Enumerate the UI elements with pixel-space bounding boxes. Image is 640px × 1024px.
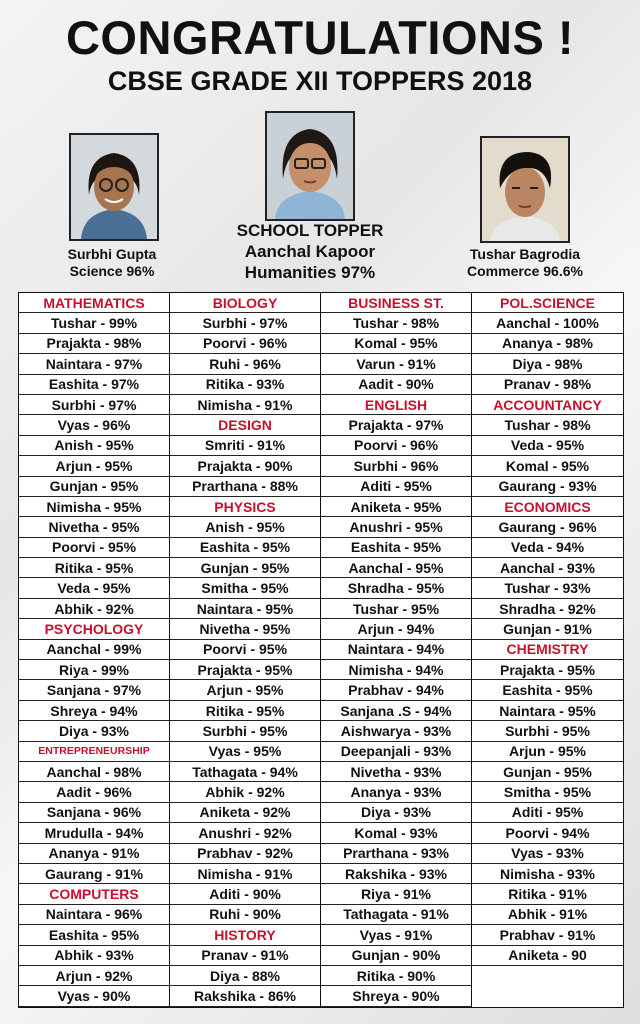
toppers-table — [18, 292, 624, 1008]
table-cell: Vyas - 96% — [19, 415, 169, 435]
table-cell: Surbhi - 97% — [19, 395, 169, 415]
table-cell: Poorvi - 95% — [170, 640, 320, 660]
table-cell: Arjun - 94% — [321, 619, 471, 639]
right-topper-name: Tushar Bagrodia — [469, 246, 581, 262]
table-cell: Prajakta - 95% — [472, 660, 623, 680]
table-cell: Tushar - 98% — [472, 415, 623, 435]
table-cell: Smitha - 95% — [472, 782, 623, 802]
table-cell: Smitha - 95% — [170, 578, 320, 598]
student-photo-center — [265, 111, 355, 221]
table-cell: Veda - 95% — [19, 578, 169, 598]
empty-cell — [472, 986, 623, 1006]
table-cell: Riya - 91% — [321, 884, 471, 904]
subject-heading: HISTORY — [170, 925, 320, 945]
table-cell: Deepanjali - 93% — [321, 742, 471, 762]
table-cell: Eashita - 95% — [472, 680, 623, 700]
table-cell: Nimisha - 91% — [170, 395, 320, 415]
table-cell: Tathagata - 94% — [170, 762, 320, 782]
table-cell: Gunjan - 95% — [19, 477, 169, 497]
right-topper-caption — [455, 246, 595, 280]
table-cell: Ritika - 93% — [170, 375, 320, 395]
table-cell: Gunjan - 90% — [321, 946, 471, 966]
table-cell: Aanchal - 95% — [321, 558, 471, 578]
table-cell: Ritika - 95% — [19, 558, 169, 578]
student-photo-left — [69, 133, 159, 241]
page-title: CONGRATULATIONS ! — [65, 11, 575, 64]
table-cell: Aanchal - 98% — [19, 762, 169, 782]
school-topper-label: SCHOOL TOPPER — [236, 221, 384, 240]
table-cell: Abhik - 92% — [19, 599, 169, 619]
table-cell: Tushar - 98% — [321, 313, 471, 333]
school-topper-score: Humanities 97% — [244, 263, 376, 282]
table-cell: Pranav - 91% — [170, 946, 320, 966]
table-column — [170, 293, 321, 1007]
subject-heading: ENTREPRENEURSHIP — [19, 742, 169, 762]
subject-heading: PHYSICS — [170, 497, 320, 517]
table-cell: Ananya - 93% — [321, 782, 471, 802]
subject-heading: POL.SCIENCE — [472, 293, 623, 313]
table-cell: Shreya - 94% — [19, 701, 169, 721]
table-cell: Aadit - 90% — [321, 375, 471, 395]
table-cell: Abhik - 91% — [472, 905, 623, 925]
table-cell: Rakshika - 86% — [170, 986, 320, 1006]
table-cell: Naintara - 95% — [170, 599, 320, 619]
table-cell: Ritika - 91% — [472, 884, 623, 904]
table-cell: Gunjan - 95% — [472, 762, 623, 782]
table-cell: Komal - 95% — [321, 334, 471, 354]
table-cell: Veda - 94% — [472, 538, 623, 558]
table-cell: Ruhi - 90% — [170, 905, 320, 925]
table-cell: Abhik - 93% — [19, 946, 169, 966]
table-cell: Poorvi - 95% — [19, 538, 169, 558]
subject-heading: ECONOMICS — [472, 497, 623, 517]
table-cell: Sanjana .S - 94% — [321, 701, 471, 721]
table-cell: Pranav - 98% — [472, 375, 623, 395]
subject-heading: ENGLISH — [321, 395, 471, 415]
subject-heading: PSYCHOLOGY — [19, 619, 169, 639]
table-cell: Nivetha - 95% — [170, 619, 320, 639]
table-cell: Aishwarya - 93% — [321, 721, 471, 741]
subject-heading: BUSINESS ST. — [321, 293, 471, 313]
table-cell: Vyas - 95% — [170, 742, 320, 762]
table-cell: Prabhav - 94% — [321, 680, 471, 700]
table-cell: Naintara - 96% — [19, 905, 169, 925]
page-subtitle: CBSE GRADE XII TOPPERS 2018 — [107, 66, 533, 96]
subject-heading: DESIGN — [170, 415, 320, 435]
table-cell: Poorvi - 96% — [321, 436, 471, 456]
table-cell: Prabhav - 92% — [170, 844, 320, 864]
table-column — [472, 293, 623, 1007]
table-cell: Aanchal - 99% — [19, 640, 169, 660]
table-cell: Nimisha - 94% — [321, 660, 471, 680]
table-cell: Diya - 98% — [472, 354, 623, 374]
subject-heading: MATHEMATICS — [19, 293, 169, 313]
table-cell: Aditi - 90% — [170, 884, 320, 904]
student-photo-right — [480, 136, 570, 243]
table-cell: Eashita - 95% — [19, 925, 169, 945]
table-cell: Surbhi - 97% — [170, 313, 320, 333]
subject-heading: COMPUTERS — [19, 884, 169, 904]
table-cell: Prajakta - 98% — [19, 334, 169, 354]
table-cell: Diya - 88% — [170, 966, 320, 986]
subject-heading: ACCOUNTANCY — [472, 395, 623, 415]
table-cell: Prarthana - 93% — [321, 844, 471, 864]
table-cell: Poorvi - 96% — [170, 334, 320, 354]
table-cell: Arjun - 95% — [170, 680, 320, 700]
table-cell: Mrudulla - 94% — [19, 823, 169, 843]
table-cell: Gaurang - 91% — [19, 864, 169, 884]
table-cell: Gunjan - 91% — [472, 619, 623, 639]
table-cell: Aditi - 95% — [321, 477, 471, 497]
table-cell: Eashita - 97% — [19, 375, 169, 395]
table-cell: Tushar - 93% — [472, 578, 623, 598]
table-cell: Komal - 95% — [472, 456, 623, 476]
empty-cell — [472, 966, 623, 986]
table-cell: Sanjana - 97% — [19, 680, 169, 700]
table-cell: Aniketa - 92% — [170, 803, 320, 823]
table-cell: Arjun - 95% — [19, 456, 169, 476]
table-cell: Nivetha - 93% — [321, 762, 471, 782]
table-cell: Anushri - 92% — [170, 823, 320, 843]
table-cell: Surbhi - 95% — [472, 721, 623, 741]
table-cell: Ananya - 91% — [19, 844, 169, 864]
table-cell: Eashita - 95% — [170, 538, 320, 558]
table-cell: Surbhi - 95% — [170, 721, 320, 741]
table-cell: Arjun - 92% — [19, 966, 169, 986]
subject-heading: CHEMISTRY — [472, 640, 623, 660]
table-cell: Vyas - 93% — [472, 844, 623, 864]
table-cell: Prabhav - 91% — [472, 925, 623, 945]
left-topper-caption — [52, 246, 172, 280]
table-cell: Nimisha - 91% — [170, 864, 320, 884]
table-cell: Diya - 93% — [19, 721, 169, 741]
school-topper-caption — [200, 220, 420, 283]
table-cell: Tathagata - 91% — [321, 905, 471, 925]
table-cell: Naintara - 97% — [19, 354, 169, 374]
table-cell: Ananya - 98% — [472, 334, 623, 354]
table-cell: Prajakta - 90% — [170, 456, 320, 476]
table-cell: Tushar - 95% — [321, 599, 471, 619]
table-cell: Arjun - 95% — [472, 742, 623, 762]
table-cell: Prajakta - 97% — [321, 415, 471, 435]
left-topper-score: Science 96% — [69, 263, 155, 279]
table-cell: Naintara - 94% — [321, 640, 471, 660]
table-cell: Prajakta - 95% — [170, 660, 320, 680]
school-topper-name: Aanchal Kapoor — [244, 242, 376, 261]
table-cell: Shradha - 95% — [321, 578, 471, 598]
table-cell: Gaurang - 93% — [472, 477, 623, 497]
table-cell: Aanchal - 93% — [472, 558, 623, 578]
table-cell: Anushri - 95% — [321, 517, 471, 537]
table-cell: Gaurang - 96% — [472, 517, 623, 537]
table-cell: Abhik - 92% — [170, 782, 320, 802]
table-cell: Varun - 91% — [321, 354, 471, 374]
right-topper-score: Commerce 96.6% — [467, 263, 583, 279]
table-cell: Nimisha - 93% — [472, 864, 623, 884]
table-cell: Ritika - 90% — [321, 966, 471, 986]
table-cell: Naintara - 95% — [472, 701, 623, 721]
table-cell: Diya - 93% — [321, 803, 471, 823]
table-cell: Nimisha - 95% — [19, 497, 169, 517]
table-column — [321, 293, 472, 1007]
table-cell: Ritika - 95% — [170, 701, 320, 721]
subject-heading: BIOLOGY — [170, 293, 320, 313]
table-cell: Gunjan - 95% — [170, 558, 320, 578]
table-cell: Rakshika - 93% — [321, 864, 471, 884]
table-cell: Aadit - 96% — [19, 782, 169, 802]
table-cell: Aanchal - 100% — [472, 313, 623, 333]
table-cell: Surbhi - 96% — [321, 456, 471, 476]
table-cell: Veda - 95% — [472, 436, 623, 456]
table-cell: Tushar - 99% — [19, 313, 169, 333]
table-column — [19, 293, 170, 1007]
table-cell: Aditi - 95% — [472, 803, 623, 823]
table-cell: Eashita - 95% — [321, 538, 471, 558]
table-cell: Prarthana - 88% — [170, 477, 320, 497]
table-cell: Sanjana - 96% — [19, 803, 169, 823]
table-cell: Ruhi - 96% — [170, 354, 320, 374]
table-cell: Aniketa - 90 — [472, 946, 623, 966]
table-cell: Anish - 95% — [170, 517, 320, 537]
table-cell: Smriti - 91% — [170, 436, 320, 456]
table-cell: Shradha - 92% — [472, 599, 623, 619]
table-cell: Aniketa - 95% — [321, 497, 471, 517]
table-cell: Poorvi - 94% — [472, 823, 623, 843]
table-cell: Vyas - 91% — [321, 925, 471, 945]
table-cell: Shreya - 90% — [321, 986, 471, 1006]
table-cell: Riya - 99% — [19, 660, 169, 680]
table-cell: Nivetha - 95% — [19, 517, 169, 537]
table-cell: Komal - 93% — [321, 823, 471, 843]
left-topper-name: Surbhi Gupta — [67, 246, 157, 262]
table-cell: Vyas - 90% — [19, 986, 169, 1006]
table-cell: Anish - 95% — [19, 436, 169, 456]
